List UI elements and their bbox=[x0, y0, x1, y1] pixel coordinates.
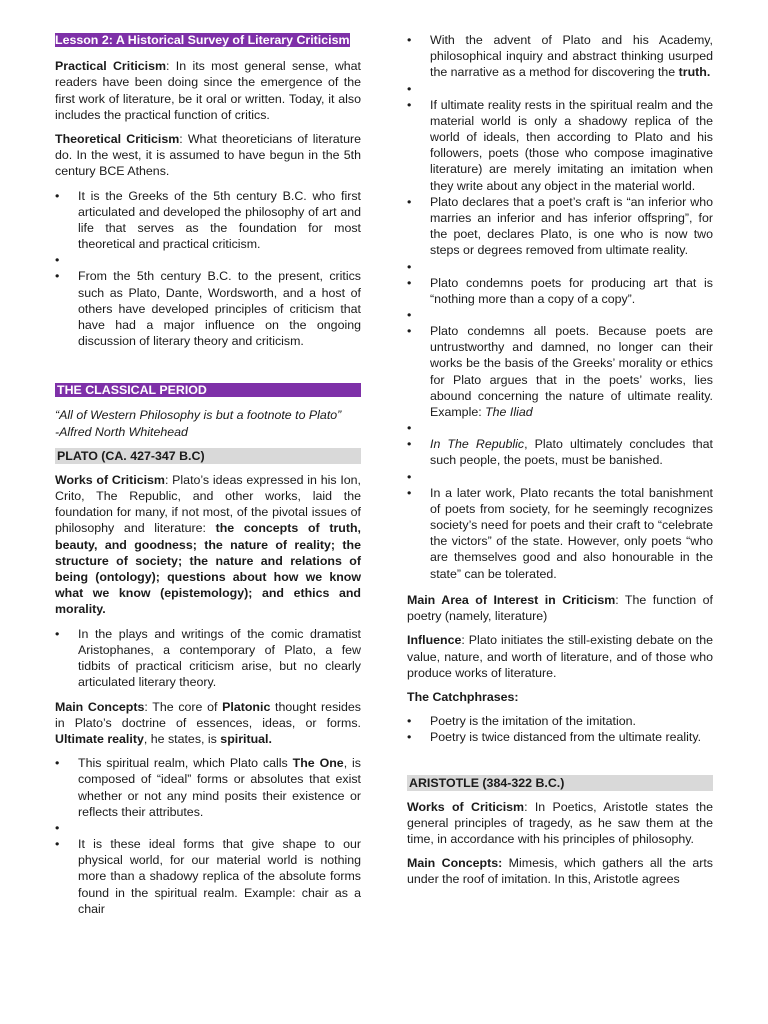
aristotle-concepts-text: Mimesis, which gathers all the arts under the roof of imitation. In this, Aristotle agrees bbox=[407, 856, 714, 887]
spacer bbox=[407, 469, 713, 485]
bullet-text: , is composed of “ideal” forms or absolutes that exist whether or not any mind posits their existence or reflects their attributes. bbox=[78, 756, 361, 819]
main-area-paragraph bbox=[407, 592, 713, 624]
influence-term: Influence bbox=[407, 633, 462, 648]
plato-works-bold: the concepts of truth, beauty, and goodness; the nature of reality; the structure of society; the nature and relations of being (ontology); questions about how we know what we know (epistemology); and ethics and morality. bbox=[55, 521, 361, 617]
plato-quote: “All of Western Philosophy is but a footnote to Plato” bbox=[55, 408, 342, 423]
aristophanes-list bbox=[55, 626, 361, 691]
bullet-text: With the advent of Plato and his Academy, philosophical inquiry and abstract thinking usurped the narrative as a method for discovering the bbox=[430, 33, 713, 80]
list-item: • Poetry is twice distanced from the ultimate reality. bbox=[407, 729, 713, 745]
plato-works-paragraph bbox=[55, 472, 361, 618]
catchphrases-heading bbox=[407, 689, 713, 705]
list-item: • It is the Greeks of the 5th century B.C. who first articulated and developed the philosophy of art and life that serves as the foundation for most theoretical and practical criticism. bbox=[55, 188, 361, 253]
aristotle-works-paragraph bbox=[407, 799, 713, 848]
plato-bullet-list bbox=[407, 32, 713, 582]
main-concepts-bold: Ultimate reality bbox=[55, 731, 144, 746]
lesson-title: Lesson 2: A Historical Survey of Literary Criticism bbox=[55, 33, 350, 47]
spacer bbox=[55, 252, 361, 268]
main-area-text: : The function of poetry (namely, literature) bbox=[407, 592, 713, 624]
spacer bbox=[407, 307, 713, 323]
spacer bbox=[407, 81, 713, 97]
aristotle-concepts-paragraph bbox=[407, 855, 713, 887]
main-concepts-bold: Platonic bbox=[222, 699, 271, 714]
theoretical-criticism-paragraph bbox=[55, 131, 361, 180]
spacer bbox=[55, 820, 361, 836]
plato-heading: PLATO (CA. 427-347 B.C) bbox=[55, 448, 361, 464]
list-item: • It is these ideal forms that give shape to our physical world, for our material world is nothing more than a shadowy replica of the absolute forms found in the spiritual realm. Example: chair as a chair bbox=[55, 836, 361, 917]
main-area-term: Main Area of Interest in Criticism bbox=[407, 592, 616, 607]
list-item: • From the 5th century B.C. to the present, critics such as Plato, Dante, Wordsworth, and a host of others have developed principles of criticism that have had a major influence on the ongoing discussion of literary theory and criticism. bbox=[55, 268, 361, 349]
classical-period-heading: THE CLASSICAL PERIOD bbox=[55, 383, 361, 397]
list-item: • Poetry is the imitation of the imitation. bbox=[407, 713, 713, 729]
list-item: • In a later work, Plato recants the total banishment of poets from society, for he seemingly recognizes society’s need for poets and their craft to “celebrate the victors” of the state. However, only poets “who are themselves good and also honourable in the state” can be tolerated. bbox=[407, 485, 713, 582]
practical-criticism-paragraph bbox=[55, 58, 361, 123]
list-item: • Plato declares that a poet’s craft is “an inferior who marries an inferior and has inferior offspring”, for the poet, declares Plato, is one who is now two steps or degrees removed from ultimate reality. bbox=[407, 194, 713, 259]
bullet-text: This spiritual realm, which Plato calls bbox=[78, 756, 293, 771]
list-item: • If ultimate reality rests in the spiritual realm and the material world is only a shadowy replica of the world of ideals, then according to Plato and his followers, poets (those who compose imaginative literature) are merely imitating an imitation when they write about any object in the material world. bbox=[407, 97, 713, 194]
catchphrases-label: The Catchphrases: bbox=[407, 689, 519, 704]
bullet-text: Plato condemns all poets. Because poets are untrustworthy and damned, no longer can their works be the basis of the Greeks’ morality or ethics for Plato argues that in the poets’ works, lies abound concerning the nature of ultimate reality. Example: bbox=[430, 324, 713, 420]
theoretical-criticism-term: Theoretical Criticism bbox=[55, 132, 180, 147]
main-concepts-text: : The core of bbox=[144, 699, 223, 714]
bullet-italic: The Iliad bbox=[485, 405, 533, 420]
main-concepts-bold: spiritual. bbox=[220, 731, 272, 746]
bullet-bold: truth. bbox=[678, 65, 711, 80]
plato-works-term: Works of Criticism bbox=[55, 472, 165, 487]
intro-bullet-list bbox=[55, 188, 361, 350]
main-concepts-text: thought resides in Plato’s doctrine of essences, ideas, or forms. bbox=[55, 699, 362, 730]
list-item bbox=[407, 32, 713, 81]
plato-works-text: : Plato’s ideas expressed in his Ion, Crito, The Republic, and other works, laid the foundation for many, if not most, of the pivotal issues of philosophy and literature: bbox=[55, 472, 361, 536]
right-column bbox=[407, 32, 713, 896]
main-concepts-term: Main Concepts bbox=[55, 699, 145, 714]
catchphrases-list bbox=[407, 713, 713, 745]
quote-block bbox=[55, 407, 361, 439]
theoretical-criticism-text: : What theoreticians of literature do. In the west, it is assumed to have begun in the 5th century BCE Athens. bbox=[55, 132, 361, 179]
list-item bbox=[407, 436, 713, 468]
main-concepts-text: , he states, is bbox=[143, 731, 221, 746]
spacer bbox=[407, 420, 713, 436]
spacer bbox=[55, 365, 361, 383]
spacer bbox=[407, 582, 713, 592]
spacer bbox=[407, 259, 713, 275]
aristotle-works-term: Works of Criticism bbox=[407, 799, 525, 814]
list-item: • Plato condemns poets for producing art that is “nothing more than a copy of a copy”. bbox=[407, 275, 713, 307]
left-column bbox=[55, 32, 361, 933]
bullet-bold: The One bbox=[292, 756, 344, 771]
practical-criticism-text: : In its most general sense, what readers have been doing since the emergence of the first work of literature, be it oral or written. Today, it also includes the practical function of critics. bbox=[55, 59, 361, 122]
bullet-italic: In The Republic bbox=[430, 437, 525, 452]
plato-main-concepts-paragraph bbox=[55, 699, 361, 748]
aristotle-works-text: : In Poetics, Aristotle states the general principles of tragedy, as he saw them at the time, in accordance with his principles of philosophy. bbox=[407, 799, 714, 846]
list-item bbox=[55, 755, 361, 820]
aristotle-concepts-term: Main Concepts: bbox=[407, 856, 503, 871]
list-item: • In the plays and writings of the comic dramatist Aristophanes, a contemporary of Plato, a few tidbits of practical criticism arise, but no clearly articulated literary theory. bbox=[55, 626, 361, 691]
influence-paragraph bbox=[407, 632, 713, 681]
list-item bbox=[407, 323, 713, 420]
quote-author: -Alfred North Whitehead bbox=[55, 424, 188, 439]
bullet-text: , Plato ultimately concludes that such people, the poets, must be banished. bbox=[430, 437, 713, 468]
aristotle-heading: ARISTOTLE (384-322 B.C.) bbox=[407, 775, 713, 791]
practical-criticism-term: Practical Criticism bbox=[55, 59, 167, 74]
spacer bbox=[407, 746, 713, 775]
spiritual-realm-list bbox=[55, 755, 361, 917]
lesson-title-block bbox=[55, 32, 361, 48]
influence-text: : Plato initiates the still-existing debate on the value, nature, and worth of literature, and of those who produce works of literature. bbox=[407, 633, 713, 680]
